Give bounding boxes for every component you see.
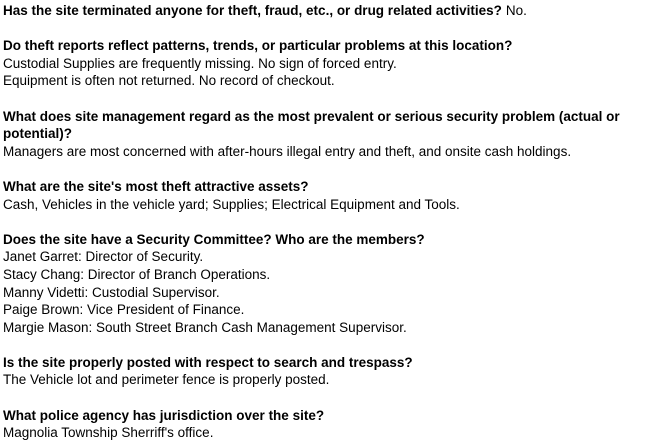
inline-answer: No. <box>505 3 527 18</box>
qa-section <box>3 108 647 161</box>
answer-line: Manny Videtti: Custodial Supervisor. <box>3 284 220 300</box>
qa-section <box>3 37 647 90</box>
answer-line: Equipment is often not returned. No record of checkout. <box>3 73 335 89</box>
qa-section <box>3 178 647 213</box>
answer-line: Paige Brown: Vice President of Finance. <box>3 302 245 318</box>
answer-line: Stacy Chang: Director of Branch Operations. <box>3 266 271 282</box>
question-text: What are the site's most theft attractive assets? <box>3 178 309 194</box>
qa-section <box>3 2 647 20</box>
question-text: Has the site terminated anyone for theft, fraud, etc., or drug related activities? <box>3 3 502 18</box>
question-text: Does the site have a Security Committee? Who are the members? <box>3 231 425 247</box>
question-text: What police agency has jurisdiction over the site? <box>3 407 325 423</box>
question <box>3 2 647 20</box>
qa-section <box>3 407 647 442</box>
answer-line: Managers are most concerned with after-hours illegal entry and theft, and onsite cash holdings. <box>3 143 572 159</box>
qa-section <box>3 231 647 337</box>
answer-line: Cash, Vehicles in the vehicle yard; Supplies; Electrical Equipment and Tools. <box>3 196 460 212</box>
answer-line: Custodial Supplies are frequently missing. No sign of forced entry. <box>3 55 397 71</box>
qa-section <box>3 354 647 389</box>
question-text: Is the site properly posted with respect to search and trespass? <box>3 354 413 370</box>
answer-line: Magnolia Township Sherriff's office. <box>3 425 214 441</box>
question-text: Do theft reports reflect patterns, trends, or particular problems at this location? <box>3 38 513 54</box>
answer-line: Janet Garret: Director of Security. <box>3 249 204 265</box>
answer-line: The Vehicle lot and perimeter fence is properly posted. <box>3 372 330 388</box>
question-text: What does site management regard as the most prevalent or serious security problem (actual or potential)? <box>3 108 620 142</box>
answer-line: Margie Mason: South Street Branch Cash Management Supervisor. <box>3 319 407 335</box>
